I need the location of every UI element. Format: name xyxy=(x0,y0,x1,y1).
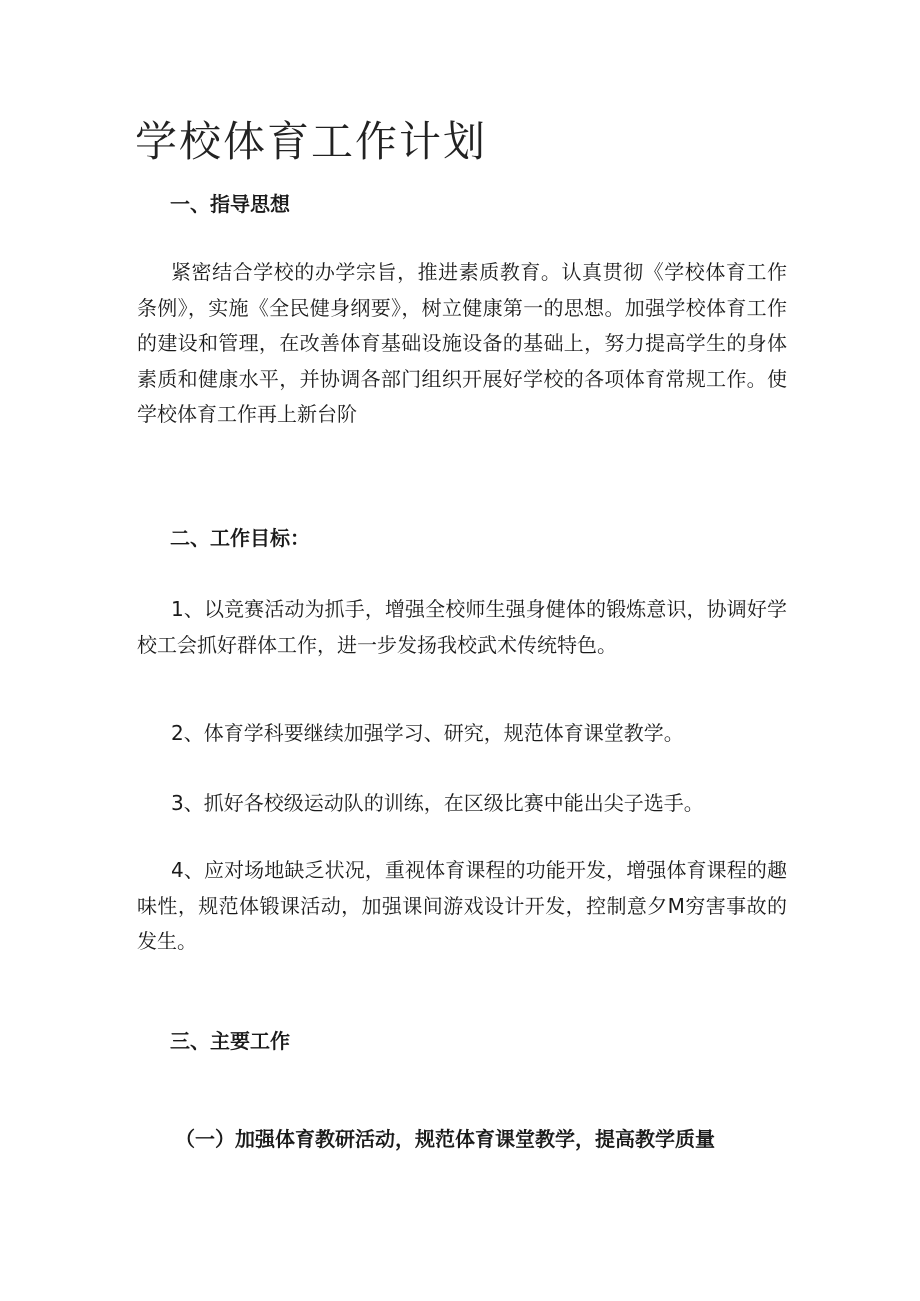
section-heading-work-goals: 二、工作目标： xyxy=(170,526,310,550)
goal-item-2: 2、体育学科要继续加强学习、研究，规范体育课堂教学。 xyxy=(171,721,684,745)
subsection-heading-main-work-1: （一）加强体育教研活动，规范体育课堂教学，提高教学质量 xyxy=(175,1127,715,1151)
paragraph-guiding-ideology: 紧密结合学校的办学宗旨，推进素质教育。认真贯彻《学校体育工作条例》，实施《全民健身纲要》，树立健康第一的思想。加强学校体育工作的建设和管理，在改善体育基础设施设备的基础上，努力提高学生的身体素质和健康水平，并协调各部门组织开展好学校的各项体育常规工作。使学校体育工作再上新台阶 xyxy=(137,260,787,426)
section-heading-guiding-ideology: 一、指导思想 xyxy=(170,192,290,216)
page-title: 学校体育工作计划 xyxy=(135,117,488,166)
goal-item-1: 1、以竞赛活动为抓手，增强全校师生强身健体的锻炼意识，协调好学校工会抓好群体工作，进一步发扬我校武术传统特色。 xyxy=(137,597,787,657)
goal-item-4: 4、应对场地缺乏状况，重视体育课程的功能开发，增强体育课程的趣味性，规范体锻课活动，加强课间游戏设计开发，控制意夕M穷害事故的发生。 xyxy=(137,858,787,953)
goal-item-3: 3、抓好各校级运动队的训练，在区级比赛中能出尖子选手。 xyxy=(171,791,704,815)
section-heading-main-work: 三、主要工作 xyxy=(170,1029,290,1053)
